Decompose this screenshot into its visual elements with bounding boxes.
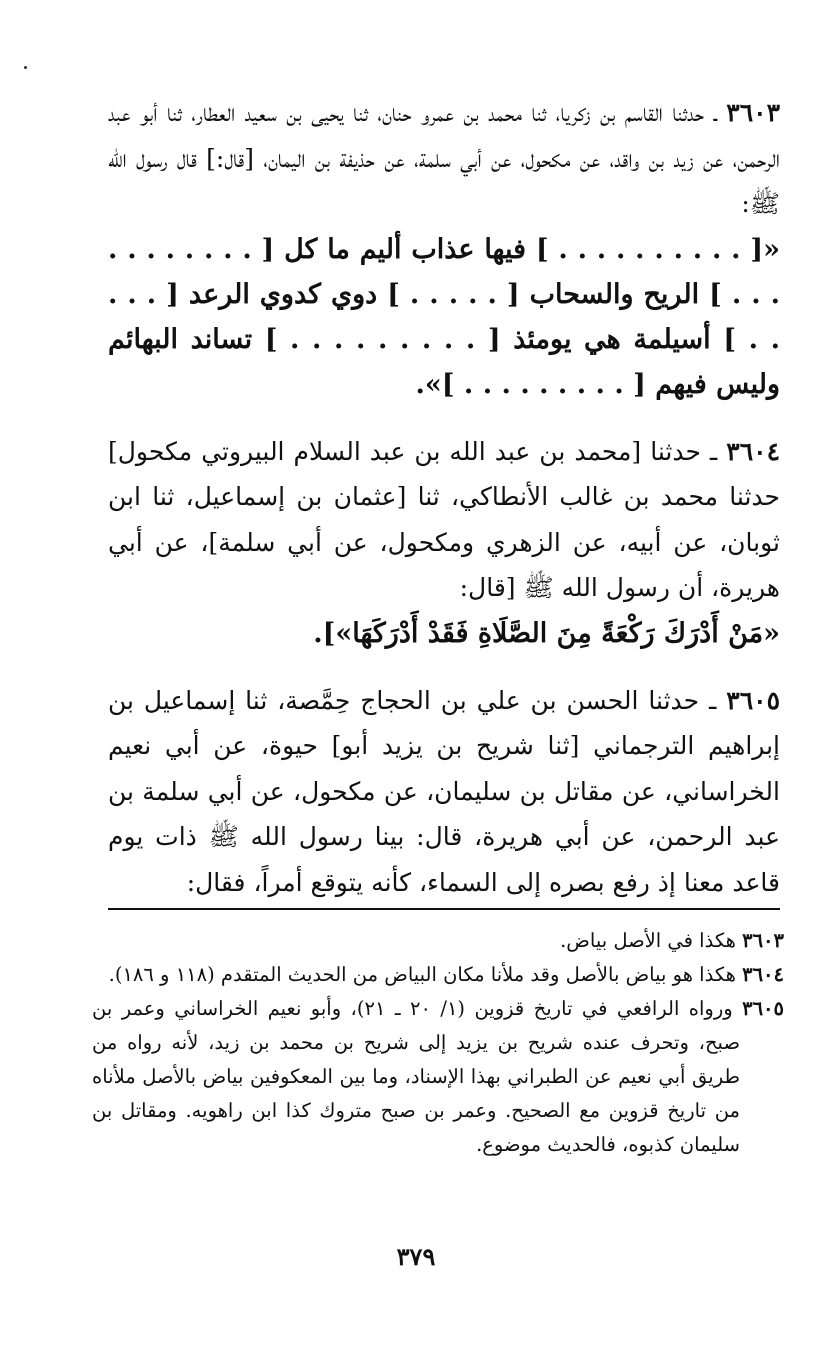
main-text [108, 90, 780, 905]
entry-number: ٣٦٠٣ [726, 98, 780, 127]
page-number: ٣٧٩ [396, 1242, 436, 1271]
entry-text: ـ حدثنا القاسم بن زكريا، ثنا محمد بن عمرو حنان، ثنا يحيى بن سعيد العطار، ثنا أبو عبد الرحمن، عن زيد بن واقد، عن مكحول، عن أبي سلمة، عن حذيفة بن اليمان، [قال:] قال رسول الله ﷺ: [108, 98, 780, 218]
footnote-divider [108, 908, 780, 910]
entry-3604 [108, 429, 780, 611]
hadith-text: «مَنْ أَدْرَكَ رَكْعَةً مِنَ الصَّلَاةِ فَقَدْ أَدْرَكَهَا»]. [313, 617, 780, 649]
entry-number: ٣٦٠٤ [726, 436, 780, 466]
footnote-number: ٣٦٠٤ [742, 963, 784, 986]
footnote-3605 [92, 992, 784, 1162]
footnote-number: ٣٦٠٥ [742, 997, 784, 1020]
footnote-text: هكذا هو بياض بالأصل وقد ملأنا مكان البياض من الحديث المتقدم (١١٨ و ١٨٦). [108, 963, 736, 986]
footnote-3603 [92, 924, 784, 958]
entry-text: ـ حدثنا [محمد بن عبد الله بن عبد السلام البيروتي مكحول] حدثنا محمد بن غالب الأنطاكي، ثنا [عثمان بن إسماعيل، ثنا ابن ثوبان، عن أبيه، عن الزهري ومكحول، عن أبي سلمة]، عن أبي هريرة، أن رسول الله ﷺ [قال: [108, 436, 780, 602]
entry-text: ـ حدثنا الحسن بن علي بن الحجاج حِمَّصة، ثنا إسماعيل بن إبراهيم الترجماني [ثنا شريح بن يزيد أبو] حيوة، عن أبي نعيم الخراساني، عن مقاتل بن سليمان، عن مكحول، عن أبي سلمة بن عبد الرحمن، عن أبي هريرة، قال: بينا رسول الله ﷺ ذات يوم قاعد معنا إذ رفع بصره إلى السماء، كأنه يتوقع أمراً، فقال: [108, 685, 780, 897]
footnote-3604 [92, 958, 784, 992]
hadith-text: «[ . . . . . . . . . . ] فيها عذاب أليم ما كل [ . . . . . . . . . . . ] الريح والسحاب [ . . . . . ] دوي كدوي الرعد [ . . . . . ] أسيلمة هي يومئذ [ . . . . . . . . . ] تساند البهائم وليس فيهم [ . . . . . . . . . ]». [108, 233, 780, 400]
entry-3605 [108, 678, 780, 906]
footnote-number: ٣٦٠٣ [742, 929, 784, 952]
entry-3603 [108, 90, 780, 227]
entry-number: ٣٦٠٥ [726, 685, 780, 715]
footnote-text: ورواه الرافعي في تاريخ قزوين (١/ ٢٠ ـ ٢١)، وأبو نعيم الخراساني وعمر بن صبح، وتحرف عنده شريح بن يزيد إلى شريح بن محمد بن زيد، لأنه رواه من طريق أبي نعيم عن الطبراني بهذا الإسناد، وما بين المعكوفين بياض بالأصل ملأناه من تاريخ قزوين مع الصحيح. وعمر بن صبح متروك كذا ابن راهويه. ومقاتل بن سليمان كذبوه، فالحديث موضوع. [92, 997, 740, 1156]
scan-speck [24, 66, 27, 69]
footnote-text: هكذا في الأصل بياض. [560, 929, 736, 952]
footnotes [92, 924, 784, 1162]
